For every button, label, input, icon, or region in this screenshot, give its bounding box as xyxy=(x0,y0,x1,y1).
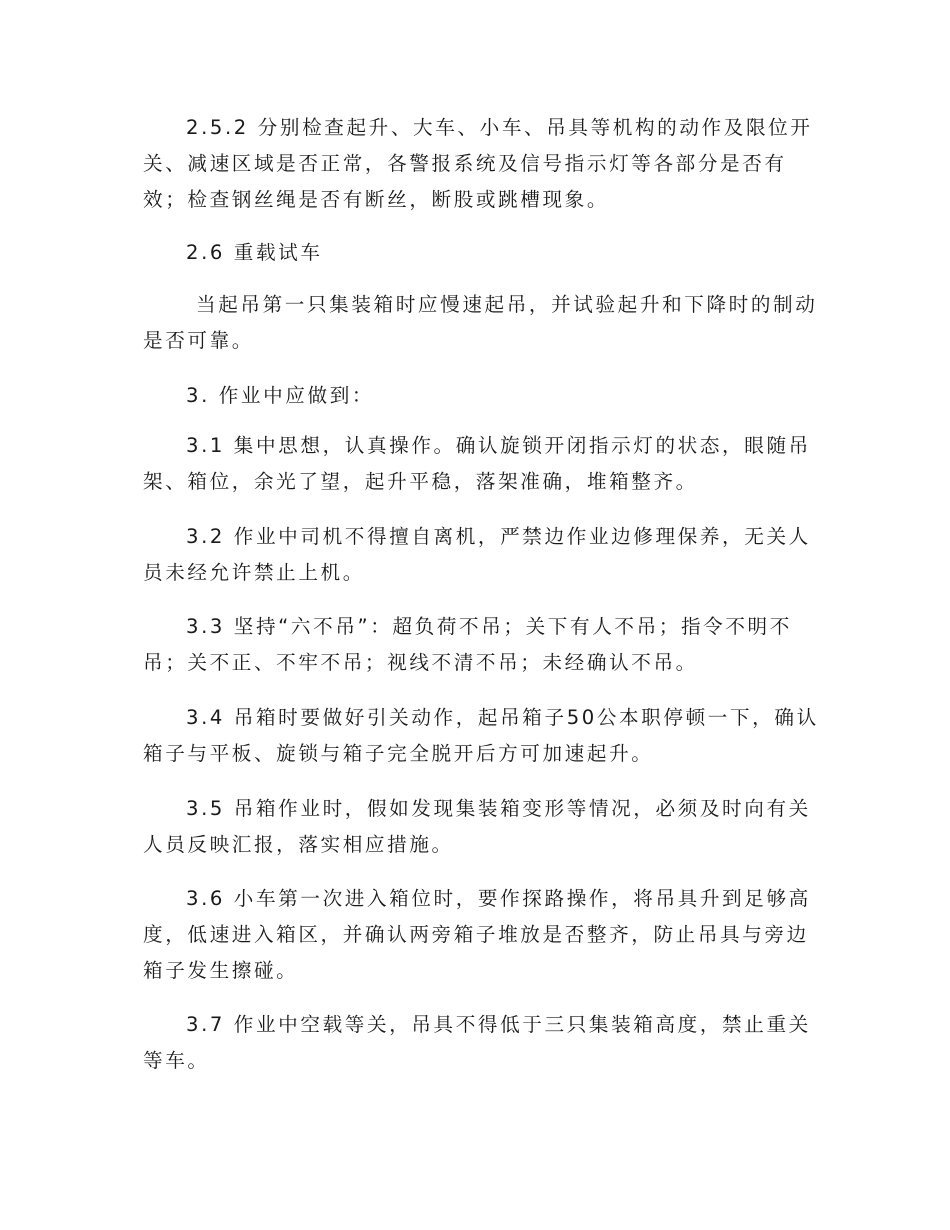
text-line: 3.3 坚持“六不吊”：超负荷不吊；关下有人不吊；指令不明不 xyxy=(186,615,792,638)
text-line: 等车。 xyxy=(143,1049,210,1072)
text-line: 3. 作业中应做到： xyxy=(186,384,375,407)
text-line: 当起吊第一只集装箱时应慢速起吊，并试验起升和下降时的制动 xyxy=(196,293,818,316)
text-line: 3.6 小车第一次进入箱位时，要作探路操作，将吊具升到足够高 xyxy=(186,887,811,910)
paragraph-3-1 xyxy=(143,428,811,500)
text-line: 关、减速区域是否正常，各警报系统及信号指示灯等各部分是否有 xyxy=(143,152,787,175)
paragraph-3-6 xyxy=(143,881,811,989)
text-line: 3.1 集中思想，认真操作。确认旋锁开闭指示灯的状态，眼随吊 xyxy=(186,434,811,457)
paragraph-2-6-body xyxy=(143,287,818,359)
text-line: 箱子与平板、旋锁与箱子完全脱开后方可加速起升。 xyxy=(143,742,654,765)
paragraph-3-4 xyxy=(143,700,819,772)
text-line: 3.5 吊箱作业时，假如发现集装箱变形等情况，必须及时向有关 xyxy=(186,797,811,820)
paragraph-3-7 xyxy=(143,1007,811,1079)
text-line: 2.6 重载试车 xyxy=(186,241,323,264)
text-line: 2.5.2 分别检查起升、大车、小车、吊具等机构的动作及限位开 xyxy=(186,116,813,139)
text-line: 箱子发生擦碰。 xyxy=(143,959,299,982)
paragraph-3-5 xyxy=(143,791,811,863)
text-line: 架、箱位，余光了望，起升平稳，落架准确，堆箱整齐。 xyxy=(143,470,698,493)
text-line: 是否可靠。 xyxy=(143,329,254,352)
paragraph-3-2 xyxy=(143,519,811,591)
text-line: 3.4 吊箱时要做好引关动作，起吊箱子50公本职停顿一下，确认 xyxy=(186,706,819,729)
paragraph-3-3 xyxy=(143,609,808,681)
text-line: 度，低速进入箱区，并确认两旁箱子堆放是否整齐，防止吊具与旁边 xyxy=(143,923,809,946)
text-line: 人员反映汇报，落实相应措施。 xyxy=(143,833,454,856)
text-line: 效；检查钢丝绳是否有断丝，断股或跳槽现象。 xyxy=(143,188,610,211)
text-line: 吊；关不正、不牢不吊；视线不清不吊；未经确认不吊。 xyxy=(143,651,698,674)
text-line: 3.2 作业中司机不得擅自离机，严禁边作业边修理保养，无关人 xyxy=(186,525,811,548)
heading-3 xyxy=(143,378,808,414)
text-line: 员未经允许禁止上机。 xyxy=(143,561,365,584)
heading-2-6 xyxy=(143,235,808,271)
paragraph-2-5-2 xyxy=(143,110,813,218)
text-line: 3.7 作业中空载等关，吊具不得低于三只集装箱高度，禁止重关 xyxy=(186,1013,811,1036)
